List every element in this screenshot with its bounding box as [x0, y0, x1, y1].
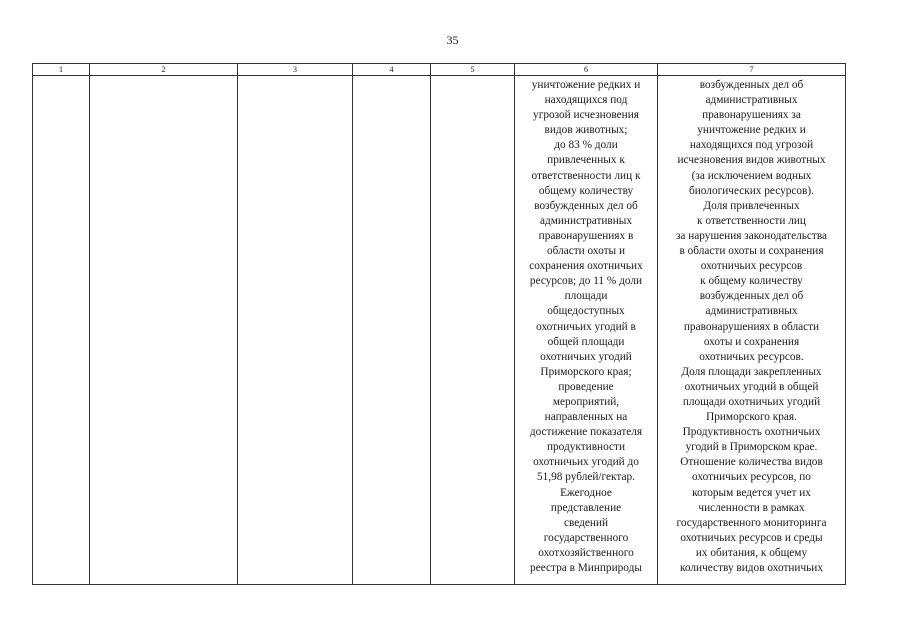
col7-line: охотничьих ресурсов и среды	[680, 531, 823, 544]
col7-line: за нарушения законодательства	[675, 229, 828, 242]
col7-line: государственного мониторинга	[676, 516, 827, 529]
col7-line: биологических ресурсов).	[689, 184, 814, 197]
col7-line: Отношение количества видов	[680, 456, 823, 469]
col7-line: охотничьих угодий в общей	[684, 380, 819, 393]
cell-col-3	[238, 76, 353, 585]
col7-line: исчезновения видов животных	[677, 154, 826, 167]
col6-line: области охоты и	[546, 245, 626, 258]
col6-line: охотничьих угодий	[540, 350, 632, 363]
col7-line: численности в рамках	[698, 501, 805, 514]
column-header-3: 3	[238, 64, 353, 76]
column-header-1: 1	[33, 64, 90, 76]
cell-col-5	[431, 76, 515, 585]
col7-line: угодий в Приморском крае.	[685, 441, 818, 454]
col7-line: охотничьих ресурсов	[700, 260, 803, 273]
col6-line: правонарушениях в	[538, 229, 634, 242]
col6-line: продуктивности	[546, 441, 626, 454]
col7-line: к общему количеству	[700, 275, 803, 288]
col7-line: правонарушениях в области	[683, 320, 820, 333]
col6-line: охотничьих угодий в	[536, 320, 636, 333]
col6-line: до 83 % доли	[554, 139, 618, 152]
col6-line: охотничьих угодий до	[533, 456, 639, 469]
col7-line: к ответственности лиц	[697, 214, 806, 227]
col7-line: уничтожение редких и	[697, 124, 806, 137]
col6-line: Приморского края;	[540, 365, 632, 378]
col6-line: достижение показателя	[529, 426, 643, 439]
col6-line: направленных на	[544, 411, 628, 424]
col7-line: в области охоты и сохранения	[679, 245, 824, 258]
column-header-7: 7	[658, 64, 846, 76]
col6-line: сведений	[563, 516, 609, 529]
col6-line: 51,98 рублей/гектар.	[537, 471, 635, 484]
col6-line: возбужденных дел об	[534, 199, 638, 212]
cell-col-6	[515, 76, 658, 585]
col7-line: административных	[705, 94, 798, 107]
col7-line: охотничьих ресурсов.	[699, 350, 804, 363]
col6-line: Ежегодное	[560, 486, 612, 499]
col7-line: охотничьих ресурсов, по	[692, 471, 811, 484]
table-header-row	[33, 64, 846, 76]
col7-line: возбужденных дел об	[699, 79, 804, 91]
col7-line: Продуктивность охотничьих	[682, 426, 821, 439]
col6-line: реестра в Минприроды	[530, 562, 642, 574]
col6-line: административных	[539, 214, 633, 227]
col7-line: их обитания, к общему	[695, 546, 808, 559]
column-header-6: 6	[515, 64, 658, 76]
col7-text	[658, 76, 845, 584]
col6-line: общей площади	[547, 335, 625, 348]
col7-line: правонарушениях за	[702, 109, 801, 122]
col6-line: сохранения охотничьих	[529, 260, 643, 273]
document-table	[32, 63, 846, 585]
col6-line: находящихся под	[544, 94, 628, 107]
col6-line: общедоступных	[547, 305, 625, 318]
col6-line: представление	[550, 501, 622, 514]
col6-line: ресурсов; до 11 % доли	[529, 275, 643, 288]
col7-line: Доля площади закрепленных	[681, 365, 822, 378]
cell-col-4	[353, 76, 431, 585]
col6-line: общему количеству	[538, 184, 634, 197]
col6-line: видов животных;	[544, 124, 628, 137]
col6-line: мероприятий,	[552, 395, 620, 408]
col7-line: возбужденных дел об	[699, 290, 804, 303]
col6-line: привлеченных к	[547, 154, 625, 167]
col7-line: которым ведется учет их	[692, 486, 811, 499]
column-header-2: 2	[90, 64, 238, 76]
cell-col-1	[33, 76, 90, 585]
column-header-4: 4	[353, 64, 431, 76]
col7-line: находящихся под угрозой	[689, 139, 814, 152]
table-row	[33, 76, 846, 585]
cell-col-2	[90, 76, 238, 585]
col6-line: ответственности лиц к	[531, 169, 641, 182]
col7-line: количеству видов охотничьих	[679, 562, 824, 574]
col6-line: проведение	[558, 380, 614, 393]
col6-line: площади	[564, 290, 608, 303]
col7-line: административных	[705, 305, 798, 318]
column-header-5: 5	[431, 64, 515, 76]
col7-line: площади охотничьих угодий	[682, 395, 821, 408]
col7-line: Доля привлеченных	[703, 199, 800, 212]
col6-text	[515, 76, 657, 584]
col6-line: государственного	[543, 531, 629, 544]
col7-line: Приморского края.	[706, 411, 797, 424]
col6-line: уничтожение редких и	[531, 79, 641, 91]
col6-line: охотхозяйственного	[538, 546, 634, 559]
cell-col-7	[658, 76, 846, 585]
col7-line: (за исключением водных	[691, 169, 812, 182]
col7-line: охоты и сохранения	[703, 335, 800, 348]
col6-line: угрозой исчезновения	[533, 109, 639, 122]
page-number: 35	[446, 33, 459, 47]
